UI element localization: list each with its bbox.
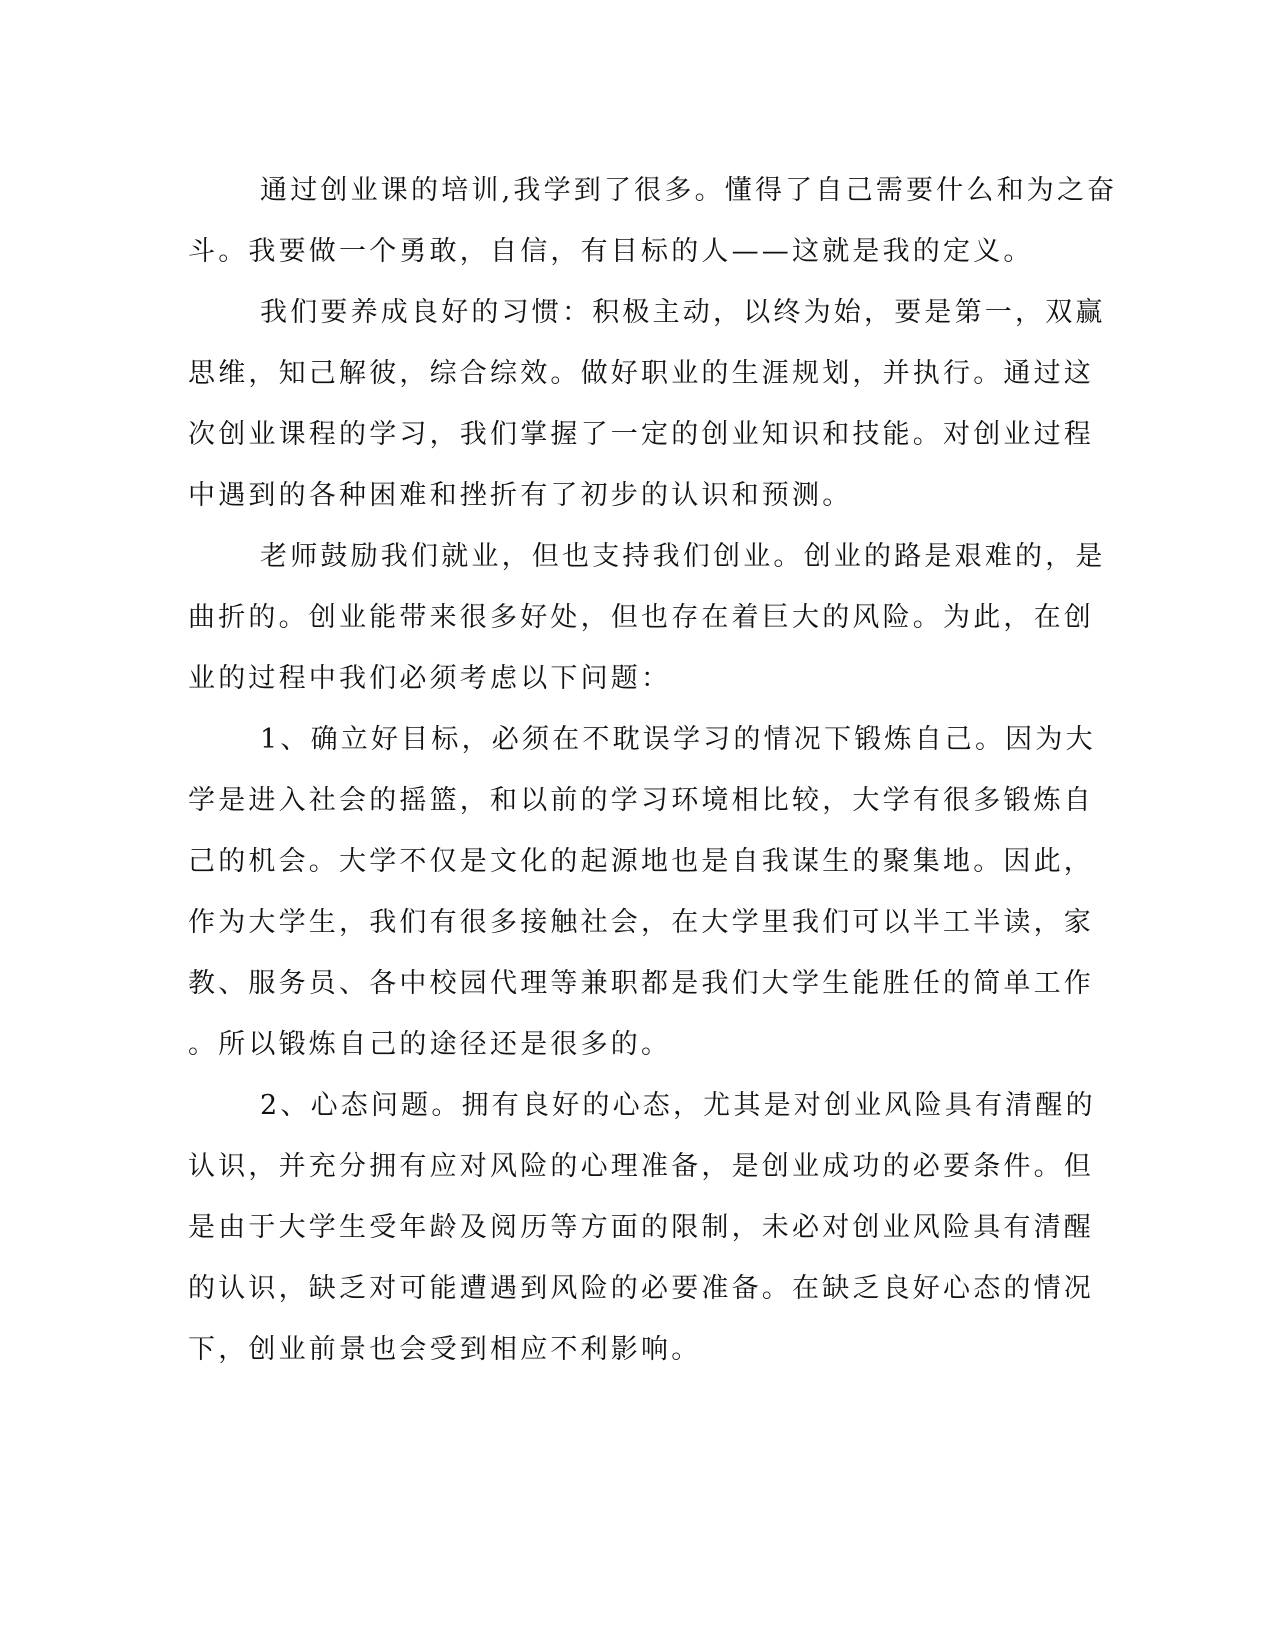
text-line: 老师鼓励我们就业，但也支持我们创业。创业的路是艰难的，是: [260, 541, 1106, 572]
text-line: 斗。我要做一个勇敢，自信，有目标的人——这就是我的定义。: [188, 236, 1034, 267]
text-line: 曲折的。创业能带来很多好处，但也存在着巨大的风险。为此，在创: [188, 602, 1094, 633]
text-line: 作为大学生，我们有很多接触社会，在大学里我们可以半工半读，家: [188, 907, 1094, 938]
text-line: 教、服务员、各中校园代理等兼职都是我们大学生能胜任的简单工作: [188, 968, 1094, 999]
text-line: 己的机会。大学不仅是文化的起源地也是自我谋生的聚集地。因此，: [188, 846, 1094, 877]
text-line: 下，创业前景也会受到相应不利影响。: [188, 1334, 702, 1365]
text-line: 。所以锻炼自己的途径还是很多的。: [188, 1029, 672, 1060]
text-line: 我们要养成良好的习惯：积极主动，以终为始，要是第一，双赢: [260, 297, 1106, 328]
text-line: 学是进入社会的摇篮，和以前的学习环境相比较，大学有很多锻炼自: [188, 785, 1094, 816]
text-line: 通过创业课的培训,我学到了很多。懂得了自己需要什么和为之奋: [260, 175, 1118, 206]
text-line: 是由于大学生受年龄及阅历等方面的限制，未必对创业风险具有清醒: [188, 1212, 1094, 1243]
text-line: 认识，并充分拥有应对风险的心理准备，是创业成功的必要条件。但: [188, 1151, 1094, 1182]
text-line: 2、心态问题。拥有良好的心态，尤其是对创业风险具有清醒的: [260, 1090, 1096, 1121]
text-line: 业的过程中我们必须考虑以下问题：: [188, 663, 672, 694]
text-line: 中遇到的各种困难和挫折有了初步的认识和预测。: [188, 480, 853, 511]
text-line: 1、确立好目标，必须在不耽误学习的情况下锻炼自己。因为大: [260, 724, 1096, 755]
document-body: [188, 160, 1118, 1380]
text-line: 次创业课程的学习，我们掌握了一定的创业知识和技能。对创业过程: [188, 419, 1094, 450]
text-line: 思维，知己解彼，综合综效。做好职业的生涯规划，并执行。通过这: [188, 358, 1094, 389]
text-line: 的认识，缺乏对可能遭遇到风险的必要准备。在缺乏良好心态的情况: [188, 1273, 1094, 1304]
